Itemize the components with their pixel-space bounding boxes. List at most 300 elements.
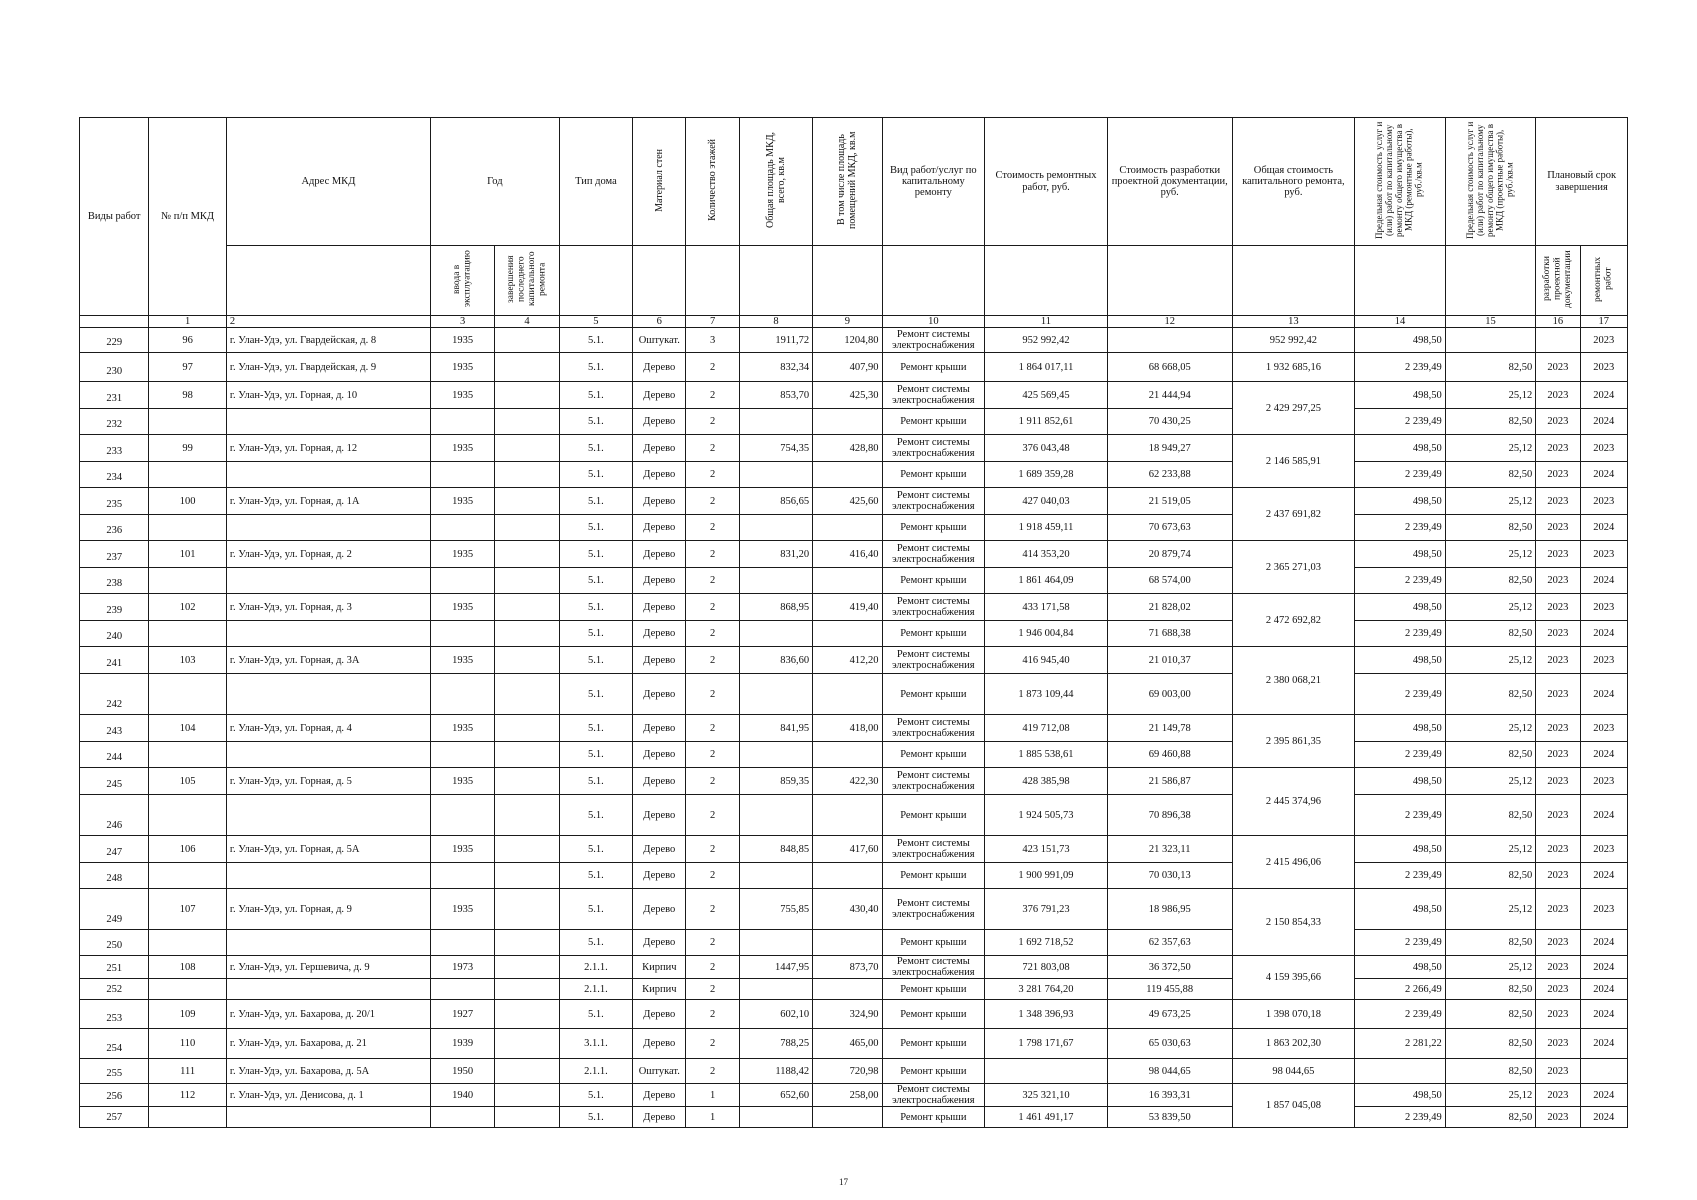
cell-wall-material: Дерево [633,647,686,674]
cell-repair-cost: 325 321,10 [985,1084,1108,1107]
cell-mkd-number: 111 [149,1059,226,1084]
cell-house-type: 5.1. [559,1000,632,1029]
cell-total-cost: 2 365 271,03 [1232,541,1355,594]
cell-house-type: 5.1. [559,541,632,568]
cell-total-area: 856,65 [739,488,812,515]
cell-repair-cost: 1 873 109,44 [985,674,1108,715]
cell-total-cost: 952 992,42 [1232,328,1355,353]
cell-total-cost: 2 146 585,91 [1232,435,1355,488]
cell-year-last-repair [495,328,559,353]
column-number: 17 [1580,316,1627,328]
cell-row-number: 252 [80,979,149,1000]
cell-mkd-number: 108 [149,956,226,979]
cell-mkd-number [149,515,226,541]
cell-house-type: 5.1. [559,1107,632,1128]
cell-wall-material: Дерево [633,863,686,889]
cell-total-cost: 1 932 685,16 [1232,353,1355,382]
column-number: 12 [1107,316,1232,328]
cell-limit-cost-repair: 2 239,49 [1355,930,1446,956]
cell-mkd-number: 96 [149,328,226,353]
header-address: Адрес МКД [226,118,430,246]
cell-floors: 2 [686,979,739,1000]
cell-row-number: 255 [80,1059,149,1084]
cell-deadline-project: 2023 [1536,768,1580,795]
cell-row-number: 235 [80,488,149,515]
cell-repair-cost: 1 861 464,09 [985,568,1108,594]
cell-project-cost: 21 586,87 [1107,768,1232,795]
cell-year-commissioned [431,462,495,488]
cell-house-type: 5.1. [559,353,632,382]
cell-work-type: Ремонт крыши [882,353,985,382]
header-kol-etazhei: Количество этажей [686,118,739,246]
cell-project-cost: 18 949,27 [1107,435,1232,462]
cell-deadline-repair [1580,1059,1627,1084]
column-number: 15 [1445,316,1536,328]
cell-house-type: 5.1. [559,621,632,647]
cell-year-last-repair [495,956,559,979]
table-row [80,979,1628,1000]
table-row [80,594,1628,621]
cell-mkd-number: 110 [149,1029,226,1059]
cell-project-cost: 119 455,88 [1107,979,1232,1000]
cell-year-last-repair [495,742,559,768]
header-vid-rabot: Вид работ/услуг по капитальному ремонту [882,118,985,246]
cell-year-commissioned [431,979,495,1000]
cell-year-commissioned: 1935 [431,353,495,382]
cell-limit-cost-repair: 2 239,49 [1355,621,1446,647]
cell-premises-area [813,930,882,956]
table-row [80,1107,1628,1128]
cell-work-type: Ремонт крыши [882,1059,985,1084]
cell-address [226,568,430,594]
cell-mkd-number [149,409,226,435]
table-row [80,674,1628,715]
cell-mkd-number [149,863,226,889]
cell-floors: 2 [686,435,739,462]
cell-year-last-repair [495,1084,559,1107]
cell-wall-material: Дерево [633,1084,686,1107]
cell-repair-cost: 952 992,42 [985,328,1108,353]
cell-work-type: Ремонт крыши [882,462,985,488]
cell-project-cost: 20 879,74 [1107,541,1232,568]
cell-house-type: 3.1.1. [559,1029,632,1059]
document-page [79,117,1628,1128]
cell-work-type: Ремонт крыши [882,568,985,594]
cell-project-cost: 70 030,13 [1107,863,1232,889]
table-row [80,795,1628,836]
cell-floors: 2 [686,594,739,621]
cell-project-cost: 36 372,50 [1107,956,1232,979]
header-obsh-stoimost: Общая стоимость капитального ремонта, руб. [1232,118,1355,246]
cell-project-cost [1107,328,1232,353]
cell-wall-material: Кирпич [633,956,686,979]
cell-house-type: 5.1. [559,715,632,742]
cell-deadline-project: 2023 [1536,889,1580,930]
cell-work-type: Ремонт крыши [882,621,985,647]
cell-limit-cost-repair [1355,1059,1446,1084]
cell-premises-area [813,795,882,836]
cell-limit-cost-repair: 2 239,49 [1355,353,1446,382]
cell-limit-cost-project: 82,50 [1445,1107,1536,1128]
cell-deadline-repair: 2023 [1580,647,1627,674]
table-row [80,742,1628,768]
cell-house-type: 5.1. [559,435,632,462]
cell-floors: 2 [686,647,739,674]
table-row [80,768,1628,795]
cell-limit-cost-repair: 2 266,49 [1355,979,1446,1000]
table-row [80,328,1628,353]
cell-deadline-project: 2023 [1536,515,1580,541]
cell-wall-material: Дерево [633,382,686,409]
header-remontnyh: ремонтных работ [1580,246,1627,316]
cell-deadline-project: 2023 [1536,1107,1580,1128]
cell-total-area: 848,85 [739,836,812,863]
cell-repair-cost: 1 924 505,73 [985,795,1108,836]
cell-project-cost: 62 357,63 [1107,930,1232,956]
header-vvoda: ввода в эксплуатацию [431,246,495,316]
cell-total-area: 602,10 [739,1000,812,1029]
cell-total-area [739,742,812,768]
cell-total-area [739,674,812,715]
cell-repair-cost: 1 864 017,11 [985,353,1108,382]
cell-deadline-project: 2023 [1536,674,1580,715]
cell-work-type: Ремонт системы электроснабжения [882,768,985,795]
cell-total-area: 841,95 [739,715,812,742]
cell-year-last-repair [495,568,559,594]
header-planovyi-srok: Плановый срок завершения [1536,118,1628,246]
cell-row-number: 249 [80,889,149,930]
cell-limit-cost-repair: 2 239,49 [1355,863,1446,889]
cell-year-commissioned [431,515,495,541]
cell-year-commissioned: 1935 [431,889,495,930]
cell-mkd-number [149,795,226,836]
cell-deadline-repair: 2023 [1580,488,1627,515]
cell-repair-cost: 1 798 171,67 [985,1029,1108,1059]
cell-limit-cost-project: 25,12 [1445,715,1536,742]
cell-limit-cost-project: 82,50 [1445,409,1536,435]
cell-limit-cost-project: 25,12 [1445,956,1536,979]
cell-wall-material: Дерево [633,594,686,621]
cell-work-type: Ремонт крыши [882,1000,985,1029]
cell-repair-cost: 433 171,58 [985,594,1108,621]
cell-limit-cost-project: 82,50 [1445,621,1536,647]
cell-row-number: 257 [80,1107,149,1128]
cell-house-type: 5.1. [559,836,632,863]
column-number: 3 [431,316,495,328]
cell-repair-cost: 1 918 459,11 [985,515,1108,541]
cell-floors: 2 [686,1059,739,1084]
cell-address: г. Улан-Удэ, ул. Бахарова, д. 20/1 [226,1000,430,1029]
cell-repair-cost: 1 692 718,52 [985,930,1108,956]
cell-total-area: 1911,72 [739,328,812,353]
table-row [80,515,1628,541]
header-material-sten: Материал стен [633,118,686,246]
header-vidy-rabot: Виды работ [80,118,149,316]
column-number: 10 [882,316,985,328]
cell-deadline-project: 2023 [1536,382,1580,409]
cell-floors: 2 [686,382,739,409]
cell-address [226,409,430,435]
cell-limit-cost-project: 82,50 [1445,1059,1536,1084]
table-row [80,930,1628,956]
cell-limit-cost-project: 25,12 [1445,541,1536,568]
cell-address: г. Улан-Удэ, ул. Гершевича, д. 9 [226,956,430,979]
table-row [80,435,1628,462]
cell-row-number: 233 [80,435,149,462]
cell-house-type: 2.1.1. [559,1059,632,1084]
cell-premises-area: 412,20 [813,647,882,674]
cell-wall-material: Дерево [633,1107,686,1128]
cell-deadline-repair: 2023 [1580,353,1627,382]
cell-address: г. Улан-Удэ, ул. Горная, д. 4 [226,715,430,742]
table-row [80,863,1628,889]
cell-house-type: 2.1.1. [559,956,632,979]
cell-deadline-project: 2023 [1536,930,1580,956]
table-row [80,715,1628,742]
cell-deadline-project: 2023 [1536,353,1580,382]
cell-address: г. Улан-Удэ, ул. Горная, д. 2 [226,541,430,568]
cell-wall-material: Оштукат. [633,1059,686,1084]
cell-house-type: 5.1. [559,1084,632,1107]
cell-year-last-repair [495,1059,559,1084]
cell-mkd-number: 97 [149,353,226,382]
cell-row-number: 239 [80,594,149,621]
cell-work-type: Ремонт крыши [882,930,985,956]
cell-work-type: Ремонт системы электроснабжения [882,594,985,621]
cell-limit-cost-project: 25,12 [1445,768,1536,795]
column-number [80,316,149,328]
cell-total-area [739,568,812,594]
cell-year-last-repair [495,889,559,930]
cell-year-commissioned [431,621,495,647]
cell-limit-cost-repair: 498,50 [1355,836,1446,863]
cell-project-cost: 21 828,02 [1107,594,1232,621]
cell-deadline-project: 2023 [1536,409,1580,435]
cell-deadline-repair: 2023 [1580,328,1627,353]
cell-premises-area [813,515,882,541]
cell-floors: 1 [686,1084,739,1107]
cell-floors: 2 [686,742,739,768]
cell-year-last-repair [495,353,559,382]
cell-limit-cost-project: 82,50 [1445,742,1536,768]
cell-mkd-number: 106 [149,836,226,863]
cell-limit-cost-project [1445,328,1536,353]
cell-limit-cost-repair: 498,50 [1355,768,1446,795]
cell-premises-area: 425,60 [813,488,882,515]
cell-mkd-number: 107 [149,889,226,930]
table-row [80,889,1628,930]
cell-mkd-number [149,1107,226,1128]
cell-address [226,863,430,889]
column-number: 14 [1355,316,1446,328]
cell-address: г. Улан-Удэ, ул. Горная, д. 3А [226,647,430,674]
cell-row-number: 243 [80,715,149,742]
cell-row-number: 244 [80,742,149,768]
cell-limit-cost-repair: 2 239,49 [1355,1000,1446,1029]
cell-repair-cost: 721 803,08 [985,956,1108,979]
column-number-row [80,316,1628,328]
table-row [80,488,1628,515]
cell-row-number: 246 [80,795,149,836]
cell-premises-area: 1204,80 [813,328,882,353]
cell-limit-cost-project: 82,50 [1445,568,1536,594]
cell-address [226,515,430,541]
cell-work-type: Ремонт системы электроснабжения [882,541,985,568]
cell-work-type: Ремонт системы электроснабжения [882,647,985,674]
cell-wall-material: Кирпич [633,979,686,1000]
cell-deadline-repair: 2024 [1580,462,1627,488]
cell-house-type: 5.1. [559,462,632,488]
cell-year-commissioned: 1935 [431,715,495,742]
cell-deadline-project: 2023 [1536,1029,1580,1059]
cell-limit-cost-repair: 498,50 [1355,1084,1446,1107]
cell-deadline-repair: 2024 [1580,930,1627,956]
cell-row-number: 240 [80,621,149,647]
cell-deadline-project: 2023 [1536,1059,1580,1084]
cell-year-last-repair [495,1107,559,1128]
cell-repair-cost: 416 945,40 [985,647,1108,674]
cell-mkd-number: 109 [149,1000,226,1029]
cell-deadline-repair: 2023 [1580,435,1627,462]
cell-deadline-project: 2023 [1536,742,1580,768]
cell-year-commissioned: 1935 [431,541,495,568]
cell-floors: 2 [686,488,739,515]
cell-year-last-repair [495,1000,559,1029]
column-number: 13 [1232,316,1355,328]
cell-house-type: 5.1. [559,863,632,889]
cell-work-type: Ремонт крыши [882,674,985,715]
cell-limit-cost-project: 25,12 [1445,488,1536,515]
cell-year-commissioned: 1973 [431,956,495,979]
header-address-sub [226,246,430,316]
cell-total-cost: 1 398 070,18 [1232,1000,1355,1029]
table-row [80,409,1628,435]
cell-repair-cost: 376 791,23 [985,889,1108,930]
cell-total-area: 1447,95 [739,956,812,979]
header-nn-mkd: № п/п МКД [149,118,226,316]
cell-year-commissioned: 1935 [431,382,495,409]
cell-total-area: 652,60 [739,1084,812,1107]
column-number: 6 [633,316,686,328]
cell-work-type: Ремонт крыши [882,742,985,768]
cell-repair-cost: 1 689 359,28 [985,462,1108,488]
cell-repair-cost: 425 569,45 [985,382,1108,409]
cell-floors: 2 [686,409,739,435]
cell-floors: 2 [686,621,739,647]
cell-wall-material: Дерево [633,515,686,541]
cell-wall-material: Дерево [633,674,686,715]
cell-deadline-project [1536,328,1580,353]
cell-work-type: Ремонт крыши [882,515,985,541]
cell-limit-cost-repair: 2 281,22 [1355,1029,1446,1059]
cell-limit-cost-repair: 2 239,49 [1355,568,1446,594]
cell-year-commissioned: 1935 [431,594,495,621]
cell-row-number: 251 [80,956,149,979]
cell-total-area [739,462,812,488]
cell-total-area: 853,70 [739,382,812,409]
table-row [80,1000,1628,1029]
cell-limit-cost-repair: 2 239,49 [1355,674,1446,715]
cell-address: г. Улан-Удэ, ул. Горная, д. 9 [226,889,430,930]
cell-year-last-repair [495,795,559,836]
cell-wall-material: Дерево [633,836,686,863]
cell-address: г. Улан-Удэ, ул. Гвардейская, д. 8 [226,328,430,353]
cell-house-type: 5.1. [559,594,632,621]
cell-premises-area: 418,00 [813,715,882,742]
cell-year-commissioned [431,863,495,889]
cell-address: г. Улан-Удэ, ул. Горная, д. 5 [226,768,430,795]
cell-deadline-project: 2023 [1536,568,1580,594]
cell-house-type: 5.1. [559,674,632,715]
cell-deadline-project: 2023 [1536,435,1580,462]
table-row [80,353,1628,382]
cell-deadline-repair: 2024 [1580,568,1627,594]
cell-row-number: 229 [80,328,149,353]
cell-total-cost: 1 863 202,30 [1232,1029,1355,1059]
cell-deadline-repair: 2024 [1580,1029,1627,1059]
cell-wall-material: Дерево [633,353,686,382]
cell-address [226,930,430,956]
cell-repair-cost: 428 385,98 [985,768,1108,795]
cell-floors: 2 [686,768,739,795]
cell-premises-area: 428,80 [813,435,882,462]
cell-work-type: Ремонт крыши [882,409,985,435]
cell-wall-material: Дерево [633,541,686,568]
cell-address [226,1107,430,1128]
cell-deadline-repair: 2024 [1580,1084,1627,1107]
cell-premises-area [813,462,882,488]
cell-work-type: Ремонт системы электроснабжения [882,488,985,515]
cell-work-type: Ремонт крыши [882,863,985,889]
cell-deadline-repair: 2024 [1580,863,1627,889]
cell-premises-area [813,1107,882,1128]
cell-floors: 2 [686,889,739,930]
cell-floors: 2 [686,541,739,568]
cell-deadline-repair: 2024 [1580,795,1627,836]
cell-deadline-repair: 2024 [1580,674,1627,715]
cell-limit-cost-repair: 498,50 [1355,889,1446,930]
cell-year-last-repair [495,541,559,568]
header-pred-stoim-proekt: Предельная стоимость услуг и (или) работ по капитальному ремонту общего имущества в МКД (проектные работы), руб./кв.м [1445,118,1536,246]
cell-premises-area: 425,30 [813,382,882,409]
cell-limit-cost-project: 82,50 [1445,863,1536,889]
cell-floors: 2 [686,1000,739,1029]
cell-project-cost: 70 430,25 [1107,409,1232,435]
cell-address [226,742,430,768]
cell-project-cost: 21 010,37 [1107,647,1232,674]
header-stoimost-rem: Стоимость ремонтных работ, руб. [985,118,1108,246]
cell-row-number: 241 [80,647,149,674]
cell-limit-cost-repair: 498,50 [1355,594,1446,621]
cell-project-cost: 21 323,11 [1107,836,1232,863]
cell-floors: 2 [686,515,739,541]
cell-floors: 2 [686,1029,739,1059]
cell-row-number: 231 [80,382,149,409]
cell-row-number: 232 [80,409,149,435]
cell-deadline-repair: 2024 [1580,409,1627,435]
cell-mkd-number: 102 [149,594,226,621]
cell-work-type: Ремонт системы электроснабжения [882,328,985,353]
cell-address [226,462,430,488]
column-number: 1 [149,316,226,328]
cell-mkd-number: 105 [149,768,226,795]
cell-year-last-repair [495,462,559,488]
cell-deadline-project: 2023 [1536,488,1580,515]
cell-limit-cost-project: 82,50 [1445,353,1536,382]
cell-wall-material: Дерево [633,621,686,647]
table-row [80,621,1628,647]
cell-year-last-repair [495,382,559,409]
